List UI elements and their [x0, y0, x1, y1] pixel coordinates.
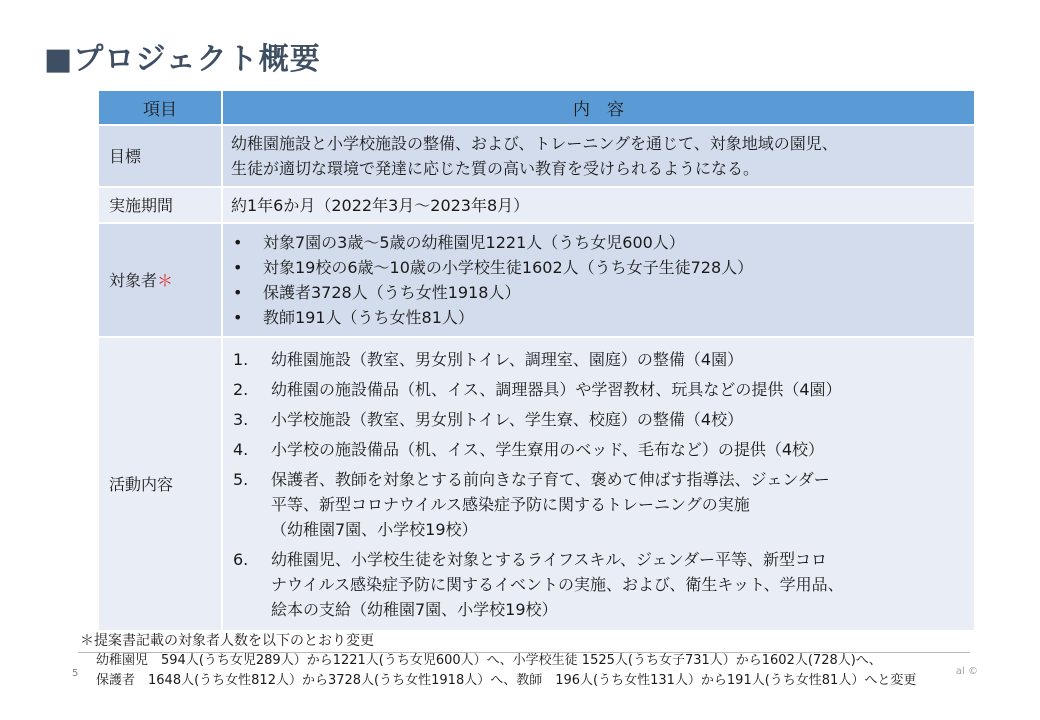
- item-text: 絵本の支給（幼稚園7園、小学校19校）: [271, 599, 558, 619]
- row-target: [98, 223, 975, 337]
- header-item: 項目: [98, 90, 222, 125]
- target-item: 対象19校の6歳～10歳の小学校生徒1602人（うち女子生徒728人）: [263, 258, 754, 277]
- target-content: [222, 223, 975, 337]
- list-item: [231, 305, 970, 330]
- activities-content: [222, 337, 975, 631]
- item-text: 幼稚園施設（教室、男女別トイレ、調理室、園庭）の整備（4園）: [271, 349, 744, 369]
- copyright-text: al ©: [955, 666, 978, 677]
- footnote: [78, 631, 978, 691]
- target-item: 対象7園の3歳～5歳の幼稚園児1221人（うち女児600人）: [263, 233, 685, 252]
- bullet-icon: •: [233, 258, 243, 277]
- item-text: 小学校の施設備品（机、イス、学生寮用のベッド、毛布など）の提供（4校）: [271, 439, 825, 459]
- list-item: [231, 437, 970, 462]
- item-number: 5.: [233, 469, 249, 489]
- target-list: [231, 230, 970, 330]
- footnote-heading: ＊提案書記載の対象者人数を以下のとおり変更: [80, 633, 374, 649]
- list-item: [231, 377, 970, 402]
- item-text: 平等、新型コロナウイルス感染症予防に関するトレーニングの実施: [271, 494, 750, 514]
- item-text: （幼稚園7園、小学校19校）: [271, 519, 478, 539]
- activities-label: 活動内容: [98, 337, 222, 631]
- list-item: [231, 467, 970, 542]
- list-item: [231, 407, 970, 432]
- item-number: 1.: [233, 349, 249, 369]
- goal-line: 生徒が適切な環境で発達に応じた質の高い教育を受けられるようになる。: [231, 159, 760, 178]
- target-item: 教師191人（うち女性81人）: [263, 308, 474, 327]
- bullet-icon: •: [233, 233, 243, 252]
- table-header-row: [98, 90, 975, 125]
- row-activities: [98, 337, 975, 631]
- item-text: ナウイルス感染症予防に関するイベントの実施、および、衛生キット、学用品、: [271, 574, 844, 594]
- item-text: 小学校施設（教室、男女別トイレ、学生寮、校庭）の整備（4校）: [271, 409, 744, 429]
- goal-content: [222, 125, 975, 187]
- target-label-text: 対象者: [109, 270, 158, 290]
- footnote-line: 保護者 1648人(うち女性812人）から3728人(うち女性1918人）へ、教師 196人(うち女性131人）から191人(うち女性81人）へと変更: [96, 673, 917, 688]
- item-number: 3.: [233, 409, 249, 429]
- target-item: 保護者3728人（うち女性1918人）: [263, 283, 521, 302]
- item-number: 4.: [233, 439, 249, 459]
- list-item: [231, 280, 970, 305]
- item-text: 幼稚園児、小学校生徒を対象とするライフスキル、ジェンダー平等、新型コロ: [271, 549, 828, 569]
- target-asterisk: ＊: [157, 270, 174, 290]
- item-text: 保護者、教師を対象とする前向きな子育て、褒めて伸ばす指導法、ジェンダー: [271, 469, 830, 489]
- project-overview-table: [97, 89, 976, 632]
- list-item: [231, 255, 970, 280]
- page-number: 5: [72, 668, 79, 679]
- target-label: [98, 223, 222, 337]
- period-label: 実施期間: [98, 187, 222, 223]
- bullet-icon: •: [233, 283, 243, 302]
- goal-label: 目標: [98, 125, 222, 187]
- bullet-icon: •: [233, 308, 243, 327]
- item-number: 2.: [233, 379, 249, 399]
- activities-list: [231, 347, 970, 622]
- row-period: [98, 187, 975, 223]
- period-content: 約1年6か月（2022年3月～2023年8月）: [222, 187, 975, 223]
- row-goal: [98, 125, 975, 187]
- item-text: 幼稚園の施設備品（机、イス、調理器具）や学習教材、玩具などの提供（4園）: [271, 379, 842, 399]
- list-item: [231, 230, 970, 255]
- footnote-line: 幼稚園児 594人(うち女児289人）から1221人(うち女児600人）へ、小学校生徒 1525人(うち女子731人）から1602人(728人)へ、: [96, 653, 882, 668]
- list-item: [231, 547, 970, 622]
- header-content: 内 容: [222, 90, 975, 125]
- list-item: [231, 347, 970, 372]
- item-number: 6.: [233, 549, 249, 569]
- slide-title: ■プロジェクト概要: [44, 42, 321, 77]
- goal-line: 幼稚園施設と小学校施設の整備、および、トレーニングを通じて、対象地域の園児、: [231, 134, 838, 153]
